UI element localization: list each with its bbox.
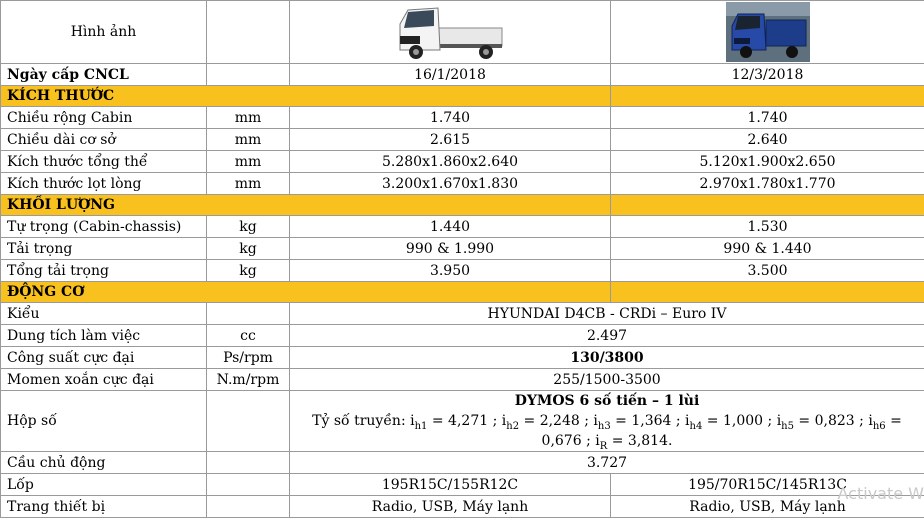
- gearbox-detail: [290, 391, 924, 452]
- table-row: Momen xoắn cực đại N.m/rpm 255/1500-3500: [1, 369, 924, 391]
- gear-ratio: $i_{h2} = 2,248$: [502, 413, 580, 429]
- image-row: [1, 1, 924, 64]
- table-row: Cầu chủ động 3.727: [1, 452, 924, 474]
- blue-truck-icon: [726, 2, 810, 62]
- date-value-1: 16/1/2018: [290, 64, 611, 86]
- section-dimensions: [1, 86, 924, 107]
- table-row: Dung tích làm việc cc 2.497: [1, 325, 924, 347]
- table-row: Kích thước lọt lòng mm 3.200x1.670x1.830 2.970x1.780x1.770: [1, 173, 924, 195]
- date-row: [1, 64, 924, 86]
- section-title: ĐỘNG CƠ: [1, 282, 611, 303]
- activate-windows-watermark: Activate W: [838, 484, 924, 503]
- table-row: Tổng tải trọng kg 3.950 3.500: [1, 260, 924, 282]
- truck-image-2: [611, 1, 924, 64]
- table-row: Chiều rộng Cabin mm 1.740 1.740: [1, 107, 924, 129]
- gear-ratio: $i_{h6} = 0,676$: [542, 413, 902, 449]
- table-row: Trang thiết bị Radio, USB, Máy lạnh Radio, USB, Máy lạnh: [1, 496, 924, 518]
- table-row: Tự trọng (Cabin-chassis) kg 1.440 1.530: [1, 216, 924, 238]
- ratio-list: $i_{h1} = 4,271$ ; $i_{h2} = 2,248$ ; $i_{h3} = 1,364$ ; $i_{h4} = 1,000$ ; $i_{h5} = 0,823$ ; $i_{h6} = 0,676$ ; $i_R = 3,814$.: [410, 413, 902, 449]
- section-title: KÍCH THƯỚC: [1, 86, 611, 107]
- table-row: Công suất cực đại Ps/rpm 130/3800: [1, 347, 924, 369]
- date-label: Ngày cấp CNCL: [1, 64, 207, 86]
- table-row: Kiểu HYUNDAI D4CB - CRDi – Euro IV: [1, 303, 924, 325]
- section-engine: [1, 282, 924, 303]
- truck-image-1: [290, 1, 611, 64]
- gear-ratios: Tỷ số truyền: $i_{h1} = 4,271$ ; $i_{h2} = 2,248$ ; $i_{h3} = 1,364$ ; $i_{h4} = 1,000$ ; $i_{h5} = 0,823$ ; $i_{h6} = 0,676$ ; $i_R = 3,814$.: [296, 411, 918, 451]
- date-value-2: 12/3/2018: [611, 64, 924, 86]
- gearbox-label: Hộp số: [1, 391, 207, 452]
- white-truck-icon: [394, 2, 506, 62]
- gear-ratio: $i_{h4} = 1,000$: [685, 413, 763, 429]
- section-weight: [1, 195, 924, 216]
- table-row: Lốp 195R15C/155R12C 195/70R15C/145R13C: [1, 474, 924, 496]
- gear-ratio: $i_{h5} = 0,823$: [777, 413, 855, 429]
- gear-ratio: $i_{h1} = 4,271$: [410, 413, 488, 429]
- gearbox-row: [1, 391, 924, 452]
- table-row: Tải trọng kg 990 & 1.990 990 & 1.440: [1, 238, 924, 260]
- gear-ratio: $i_R = 3,814$.: [595, 433, 672, 449]
- image-label: Hình ảnh: [1, 1, 207, 64]
- table-row: Chiều dài cơ sở mm 2.615 2.640: [1, 129, 924, 151]
- table-row: Kích thước tổng thể mm 5.280x1.860x2.640 5.120x1.900x2.650: [1, 151, 924, 173]
- gear-ratio: $i_{h3} = 1,364$: [593, 413, 671, 429]
- section-title: KHỐI LƯỢNG: [1, 195, 611, 216]
- gearbox-title: DYMOS 6 số tiến – 1 lùi: [296, 391, 918, 411]
